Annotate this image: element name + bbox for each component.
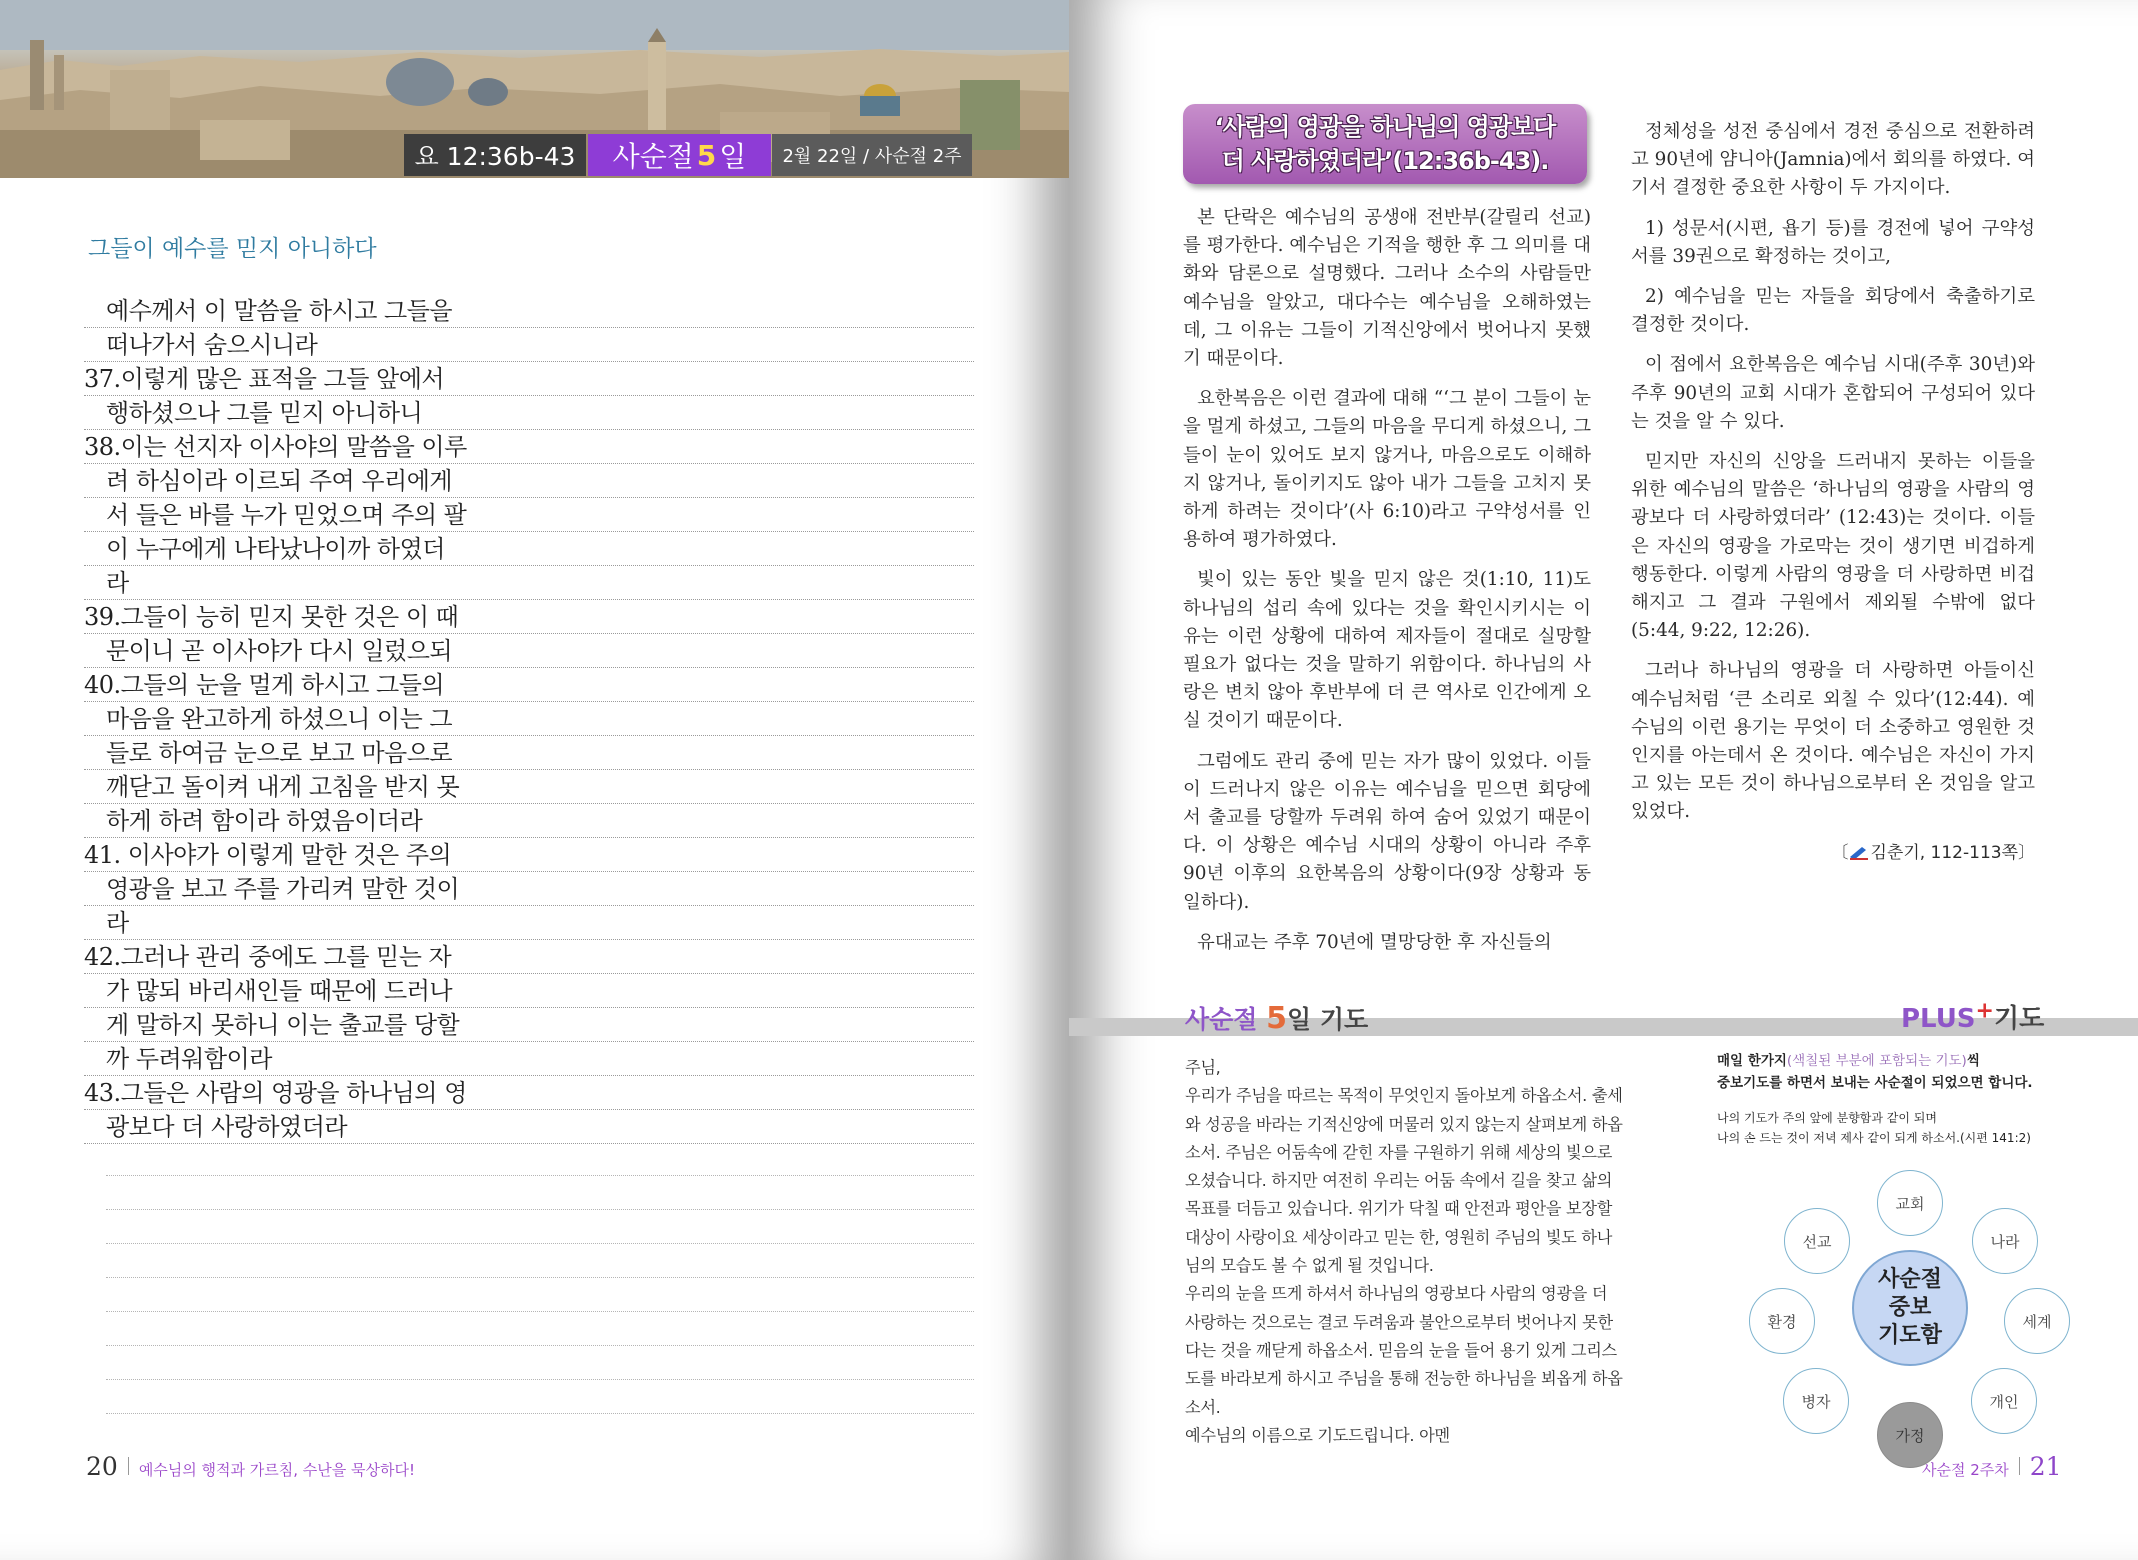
plus-sup: + xyxy=(1975,998,1994,1024)
plus-prayer-text xyxy=(1717,1050,2137,1148)
writing-line[interactable] xyxy=(106,1244,974,1278)
key-verse-line-1: ‘사람의 영광을 하나님의 영광보다 xyxy=(1214,113,1556,141)
scripture-line: 게 말하지 못하니 이는 출교를 당할 xyxy=(84,1008,974,1042)
node-sick: 병자 xyxy=(1783,1368,1849,1434)
node-world: 세계 xyxy=(2004,1288,2070,1354)
scripture-line: 떠나가서 숨으시니라 xyxy=(84,328,974,362)
paragraph: 믿지만 자신의 신앙을 드러내지 못하는 이들을 위한 예수님의 말씀은 ‘하나님의 영광을 사람의 영광보다 더 사랑하였더라’ (12:43)는 것이다. 이들은 자신의 영광을 가로막는 것이 생기면 비겁하게 행동한다. 이렇게 사람의 영광을 더 사랑하면 비겁해지고 그 결과 구원에서 제외될 수밖에 없다(5:44, 9:22, 12:26). xyxy=(1631,451,2035,642)
scripture-line: 까 두려워함이라 xyxy=(84,1042,974,1076)
scripture-line: 광보다 더 사랑하였더라 xyxy=(84,1110,974,1144)
scripture-line: 이 누구에게 나타났나이까 하였더 xyxy=(84,532,974,566)
writing-line[interactable] xyxy=(106,1278,974,1312)
left-footer xyxy=(86,1452,415,1481)
footer-divider xyxy=(2019,1457,2020,1475)
scripture-line: 라 xyxy=(84,906,974,940)
scripture-line: 43.그들은 사람의 영광을 하나님의 영 xyxy=(84,1076,974,1110)
day-title xyxy=(588,134,771,176)
scripture-line: 41. 이사야가 이렇게 말한 것은 주의 xyxy=(84,838,974,872)
section-title: 그들이 예수를 믿지 아니하다 xyxy=(88,236,377,262)
paragraph: 유대교는 주후 70년에 멸망당한 후 자신들의 xyxy=(1197,931,1552,953)
writing-line[interactable] xyxy=(106,1312,974,1346)
key-verse-line-2: 더 사랑하였더라’(12:36b-43). xyxy=(1221,147,1549,175)
scripture-line: 행하셨으나 그를 믿지 아니하니 xyxy=(84,396,974,430)
scripture-line: 라 xyxy=(84,566,974,600)
day-title-suffix: 일 xyxy=(719,140,747,173)
date-label: 2월 22일 / 사순절 2주 xyxy=(772,134,972,176)
pen-icon xyxy=(1848,845,1870,861)
paragraph: 정체성을 성전 중심에서 경전 중심으로 전환하려고 90년에 얌니아(Jamnia)에서 회의를 하였다. 여기서 결정한 중요한 사항이 두 가지이다. xyxy=(1631,121,2035,199)
prayer-day-number: 5 xyxy=(1266,1001,1288,1036)
signature-text: 김춘기, 112-113쪽 xyxy=(1870,842,2018,863)
page-number: 20 xyxy=(86,1452,118,1481)
prayer-paragraph: 예수님의 이름으로 기도드립니다. 아멘 xyxy=(1185,1425,1450,1445)
node-church: 교회 xyxy=(1877,1170,1943,1236)
footer-divider xyxy=(128,1457,129,1475)
commentary-column-1 xyxy=(1183,204,1591,957)
prayer-title-prefix: 사순절 xyxy=(1185,1005,1267,1034)
scripture-line: 37.이렇게 많은 표적을 그들 앞에서 xyxy=(84,362,974,396)
plus-label: PLUS xyxy=(1901,1004,1976,1034)
plus-instruction-a: 매일 한가지 xyxy=(1717,1053,1787,1069)
prayer-paragraph: 우리가 주님을 따르는 목적이 무엇인지 돌아보게 하옵소서. 출세와 성공을 바라는 기적신앙에 머물러 있지 않는지 살펴보게 하옵소서. 주님은 어둠속에 갇힌 자를 구원하기 위해 세상의 빛으로 오셨습니다. 하지만 여전히 우리는 어둠 속에서 길을 찾고 삶의 목표를 더듬고 있습니다. 위기가 닥칠 때 안전과 평안을 보장할 대상이 사랑이요 세상이라고 믿는 한, 영원히 주님의 빛도 하나님의 모습도 볼 수 없게 될 것입니다. xyxy=(1185,1086,1623,1276)
center-line: 사순절 xyxy=(1878,1267,1942,1292)
right-page xyxy=(1069,0,2138,1560)
paragraph: 2) 예수님을 믿는 자들을 회당에서 축출하기로 결정한 것이다. xyxy=(1631,286,2035,336)
prayer-title-suffix: 일 기도 xyxy=(1287,1005,1369,1034)
center-line: 중보 xyxy=(1888,1295,1932,1320)
paragraph: 그러나 하나님의 영광을 더 사랑하면 아들이신 예수님처럼 ‘큰 소리로 외칠 수 있다’(12:44). 예수님의 이런 용기는 무엇이 더 소중하고 영원한 것인지를 아는데서 온 것이다. 예수님은 자신이 가지고 있는 모든 것이 하나님으로부터 온 것임을 알고 있었다. xyxy=(1631,660,2035,823)
writing-line[interactable] xyxy=(106,1142,974,1176)
jerusalem-header-photo xyxy=(0,0,1069,178)
commentary-column-2 xyxy=(1631,118,2035,867)
paragraph: 그럼에도 관리 중에 믿는 자가 많이 있었다. 이들이 드러나지 않은 이유는 예수님을 믿으면 회당에서 출교를 당할까 두려워 하여 숨어 있었기 때문이다. 이 상황은 예수님 시대의 상황이 아니라 주후 90년 이후의 요한복음의 상황이다(9장 상황과 동일하다). xyxy=(1183,750,1591,913)
day-number: 5 xyxy=(696,138,717,172)
node-person: 개인 xyxy=(1971,1368,2037,1434)
scripture-line: 려 하심이라 이르되 주여 우리에게 xyxy=(84,464,974,498)
prayer-title xyxy=(1185,1000,1368,1036)
psalm-verse-1: 나의 기도가 주의 앞에 분향함과 같이 되며 xyxy=(1717,1111,1937,1125)
psalm-verse-2: 나의 손 드는 것이 저녁 제사 같이 되게 하소서.(시편 141:2) xyxy=(1717,1131,2031,1145)
plus-instruction-highlight: (색칠된 부분에 포함되는 기도) xyxy=(1786,1053,1967,1069)
page-number: 21 xyxy=(2029,1452,2062,1481)
writing-line[interactable] xyxy=(106,1176,974,1210)
node-nation: 나라 xyxy=(1972,1208,2038,1274)
center-node xyxy=(1852,1250,1968,1366)
writing-line[interactable] xyxy=(106,1346,974,1380)
writing-line[interactable] xyxy=(106,1380,974,1414)
node-family: 가정 xyxy=(1877,1402,1943,1468)
intercession-diagram xyxy=(1719,1170,2099,1470)
prayer-paragraph: 주님, xyxy=(1185,1058,1221,1077)
scripture-line: 예수께서 이 말씀을 하시고 그들을 xyxy=(84,294,974,328)
verse-reference: 요 12:36b-43 xyxy=(404,134,586,176)
scripture-line: 38.이는 선지자 이사야의 말씀을 이루 xyxy=(84,430,974,464)
prayer-text xyxy=(1185,1054,1627,1450)
plus-instruction-2: 중보기도를 하면서 보내는 사순절이 되었으면 합니다. xyxy=(1717,1075,2033,1091)
week-label: 사순절 2주차 xyxy=(1922,1461,2009,1479)
scripture-line: 하게 하려 함이라 하였음이더라 xyxy=(84,804,974,838)
paragraph: 이 점에서 요한복음은 예수님 시대(주후 30년)와 주후 90년의 교회 시대가 혼합되어 구성되어 있다는 것을 알 수 있다. xyxy=(1631,354,2035,432)
scripture-line: 가 많되 바리새인들 때문에 드러나 xyxy=(84,974,974,1008)
scripture-line: 39.그들이 능히 믿지 못한 것은 이 때 xyxy=(84,600,974,634)
book-title: 예수님의 행적과 가르침, 수난을 묵상하다! xyxy=(138,1461,415,1479)
scripture-line: 마음을 완고하게 하셨으니 이는 그 xyxy=(84,702,974,736)
paragraph: 요한복음은 이런 결과에 대해 “‘그 분이 그들이 눈을 멀게 하셨고, 그들의 마음을 무디게 하셨으니, 그들이 눈이 있어도 보지 않거나, 마음으로도 이해하지 않거나, 돌이키지도 않아 내가 그들을 고치지 못하게 하려는 것이다’(사 6:10)라고 구약성서를 인용하여 평가하였다. xyxy=(1183,388,1591,551)
writing-line[interactable] xyxy=(106,1210,974,1244)
scripture-line: 42.그러나 관리 중에도 그를 믿는 자 xyxy=(84,940,974,974)
scripture-line: 들로 하여금 눈으로 보고 마음으로 xyxy=(84,736,974,770)
plus-prayer-title xyxy=(1901,998,2044,1035)
right-footer xyxy=(1922,1452,2062,1481)
node-environment: 환경 xyxy=(1749,1288,1815,1354)
paragraph: 본 단락은 예수님의 공생애 전반부(갈릴리 선교)를 평가한다. 예수님은 기적을 행한 후 그 의미를 대화와 담론으로 설명했다. 그러나 소수의 사람들만 예수님을 알았고, 대다수는 예수님을 오해하였는데, 그 이유는 그들이 기적신앙에서 벗어나지 못했기 때문이다. xyxy=(1183,207,1591,370)
scripture-line: 영광을 보고 주를 가리켜 말한 것이 xyxy=(84,872,974,906)
plus-instruction-b: 씩 xyxy=(1966,1053,1980,1069)
author-signature: 〔 김춘기, 112-113쪽〕 xyxy=(1831,842,2035,863)
scripture-line: 서 들은 바를 누가 믿었으며 주의 팔 xyxy=(84,498,974,532)
plus-title-suffix: 기도 xyxy=(1993,1004,2045,1034)
node-mission: 선교 xyxy=(1784,1208,1850,1274)
scripture-line: 문이니 곧 이사야가 다시 일렀으되 xyxy=(84,634,974,668)
writing-lines xyxy=(106,1142,974,1414)
center-line: 기도함 xyxy=(1878,1323,1942,1348)
paragraph: 1) 성문서(시편, 욥기 등)를 경전에 넣어 구약성서를 39권으로 확정하는 것이고, xyxy=(1631,217,2035,267)
paragraph: 빛이 있는 동안 빛을 믿지 않은 것(1:10, 11)도 하나님의 섭리 속에 있다는 것을 확인시키시는 이유는 이런 상황에 대하여 제자들이 절대로 실망할 필요가 없다는 것을 말하기 위함이다. 하나님의 사랑은 변치 않아 후반부에 더 큰 역사로 인간에게 오실 것이기 때문이다. xyxy=(1183,569,1591,732)
scripture-line: 깨닫고 돌이켜 내게 고침을 받지 못 xyxy=(84,770,974,804)
day-title-prefix: 사순절 xyxy=(612,140,694,173)
scripture-line: 40.그들의 눈을 멀게 하시고 그들의 xyxy=(84,668,974,702)
key-verse-box xyxy=(1183,104,1587,184)
plus-instruction-1 xyxy=(1717,1050,2137,1072)
scripture-lines xyxy=(84,294,974,1144)
prayer-paragraph: 우리의 눈을 뜨게 하셔서 하나님의 영광보다 사람의 영광을 더 사랑하는 것으로는 결코 두려움과 불안으로부터 벗어나지 못한다는 것을 깨닫게 하옵소서. 믿음의 눈을 들어 용기 있게 그리스도를 바라보게 하시고 주님을 통해 전능한 하나님을 뵈옵게 하옵소서. xyxy=(1185,1284,1623,1417)
